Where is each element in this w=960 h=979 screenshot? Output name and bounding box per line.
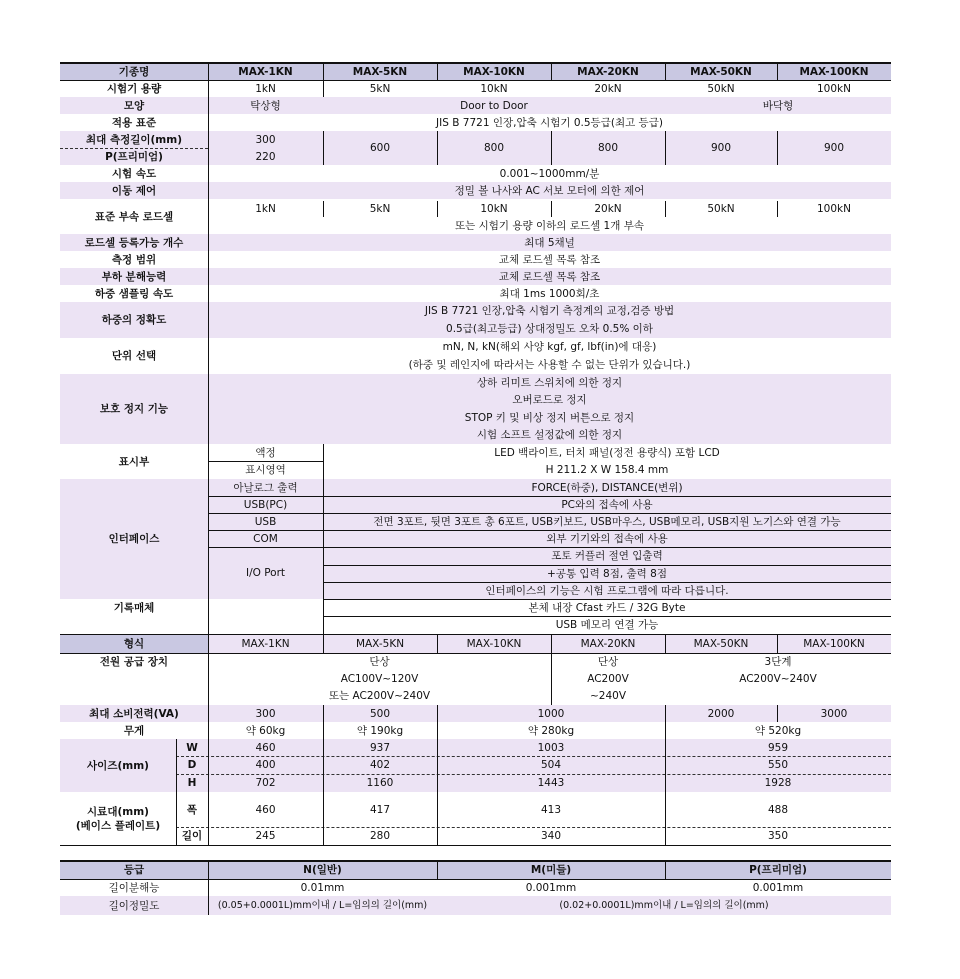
size-h-10-20kn: 1443 xyxy=(437,774,665,792)
grade-accuracy-n: (0.05+0.0001L)mm이내 / L=임의의 길이(mm) xyxy=(208,896,437,915)
header-max-100kn: MAX-100KN xyxy=(777,63,891,80)
rule xyxy=(208,547,891,548)
standard-label: 적용 표준 xyxy=(111,116,157,129)
loadcell-count-label: 로드셀 등록가능 개수 xyxy=(60,234,208,251)
capacity-50: 50kN xyxy=(707,82,735,95)
capacity-5: 5kN xyxy=(369,82,391,95)
grade-header-p: P(프리미엄) xyxy=(665,861,891,879)
size-label: 사이즈(mm) xyxy=(60,739,176,792)
rule xyxy=(60,879,891,880)
weight-5kn: 약 190kg xyxy=(356,724,404,737)
rule xyxy=(60,653,891,654)
consumption-10-20kn: 1000 xyxy=(437,705,665,722)
power-header-5kn: MAX-5KN xyxy=(323,635,437,653)
base-label-line-1: 시료대(mm) xyxy=(87,805,149,818)
vrule xyxy=(323,705,324,845)
max-length-100kn: 900 xyxy=(777,131,891,165)
weight-50-100kn: 약 520kg xyxy=(754,724,802,737)
base-width-1kn: 460 xyxy=(255,803,276,816)
shape-door-to-door: Door to Door xyxy=(323,97,665,114)
consumption-1kn: 300 xyxy=(208,705,323,722)
power-header-20kn: MAX-20KN xyxy=(551,635,665,653)
vrule xyxy=(551,131,552,165)
dash-rule xyxy=(176,827,891,828)
base-length-5kn: 280 xyxy=(369,830,391,842)
rule xyxy=(323,616,891,617)
capacity-100: 100kN xyxy=(817,82,851,95)
power-header-100kn: MAX-100KN xyxy=(777,635,891,653)
supply-c1: 3단계 xyxy=(764,655,792,668)
capacity-20: 20kN xyxy=(594,82,622,95)
size-w-50-100kn: 959 xyxy=(665,739,891,756)
base-label xyxy=(60,792,176,845)
size-d-50-100kn: 550 xyxy=(665,756,891,774)
power-header-label: 형식 xyxy=(60,635,208,653)
grade-accuracy-label: 길이정밀도 xyxy=(60,896,208,915)
loadcell-50: 50kN xyxy=(707,203,735,215)
vrule xyxy=(551,634,552,705)
interface-analog-label: 아날로그 출력 xyxy=(208,479,323,496)
interface-io-value-1: 포토 커플러 절연 입출력 xyxy=(323,547,891,565)
interface-io-value-2: +공통 입력 8점, 출력 8점 xyxy=(323,565,891,582)
protection-line: 상하 리미트 스위치에 의한 정지 xyxy=(208,374,891,392)
consumption-100kn: 3000 xyxy=(777,705,891,722)
vrule xyxy=(665,201,666,217)
vrule xyxy=(208,634,209,845)
power-header-1kn: MAX-1KN xyxy=(208,635,323,653)
max-length-label: 최대 측정길이(mm) xyxy=(60,131,208,148)
dash-rule xyxy=(176,756,891,757)
resolution-value: 교체 로드셀 목록 참조 xyxy=(208,268,891,285)
vrule xyxy=(551,62,552,80)
display-lcd-value: LED 백라이트, 터치 패널(정전 용량식) 포함 LCD xyxy=(494,446,720,459)
loadcell-label: 표준 부속 로드셀 xyxy=(94,210,174,223)
grade-resolution-n: 0.01mm xyxy=(300,881,345,894)
display-label: 표시부 xyxy=(118,455,150,468)
vrule xyxy=(665,860,666,879)
vrule xyxy=(777,131,778,165)
shape-label: 모양 xyxy=(60,97,208,114)
grade-resolution-label: 길이분해능 xyxy=(108,881,160,894)
accuracy-label: 하중의 정확도 xyxy=(60,302,208,338)
vrule xyxy=(208,860,209,915)
interface-note: 인터페이스의 기능은 시험 프로그램에 따라 다릅니다. xyxy=(323,582,891,599)
supply-a3: 또는 AC200V~240V xyxy=(328,690,431,702)
protection-label: 보호 정지 기능 xyxy=(60,374,208,444)
power-header-10kn: MAX-10KN xyxy=(437,635,551,653)
vrule xyxy=(208,62,209,645)
interface-io-label: I/O Port xyxy=(208,547,323,599)
accuracy-line-2: 0.5급(최고등급) 상대정밀도 오차 0.5% 이하 xyxy=(208,320,891,338)
protection-line: STOP 키 및 비상 정지 버튼으로 정지 xyxy=(208,409,891,427)
interface-usb-label: USB xyxy=(208,513,323,530)
capacity-10: 10kN xyxy=(480,82,508,95)
supply-c2: AC200V~240V xyxy=(739,672,817,685)
vrule xyxy=(551,201,552,217)
grade-header-m: M(미들) xyxy=(437,861,665,879)
units-line-2: (하중 및 레인지에 따라서는 사용할 수 없는 단위가 있습니다.) xyxy=(408,359,691,371)
base-width-5kn: 417 xyxy=(369,803,391,816)
grade-accuracy-mp: (0.02+0.0001L)mm이내 / L=임의의 길이(mm) xyxy=(437,896,891,915)
vrule xyxy=(176,739,177,845)
media-value-1: 본체 내장 Cfast 카드 / 32G Byte xyxy=(528,601,686,614)
interface-label: 인터페이스 xyxy=(60,479,208,599)
grade-resolution-m: 0.001mm xyxy=(525,881,577,894)
rule xyxy=(323,599,891,600)
media-value-2: USB 메모리 연결 가능 xyxy=(555,619,659,631)
base-length-50-100kn: 350 xyxy=(767,830,789,842)
loadcell-20: 20kN xyxy=(594,203,622,215)
vrule xyxy=(437,201,438,217)
header-max-10kn: MAX-10KN xyxy=(437,63,551,80)
base-width-50-100kn: 488 xyxy=(767,803,789,816)
vrule xyxy=(323,201,324,217)
size-h-1kn: 702 xyxy=(208,774,323,792)
size-h-5kn: 1160 xyxy=(323,774,437,792)
speed-value: 0.001~1000mm/분 xyxy=(499,167,600,180)
header-max-20kn: MAX-20KN xyxy=(551,63,665,80)
resolution-label: 부하 분해능력 xyxy=(60,268,208,285)
size-w-5kn: 937 xyxy=(323,739,437,756)
rule xyxy=(323,565,891,566)
consumption-label: 최대 소비전력(VA) xyxy=(60,705,208,722)
rule-top xyxy=(60,62,891,64)
header-max-5kn: MAX-5KN xyxy=(323,63,437,80)
supply-a2: AC100V~120V xyxy=(340,672,419,685)
sampling-value: 최대 1ms 1000회/초 xyxy=(499,287,600,300)
units-label: 단위 선택 xyxy=(111,350,157,362)
loadcell-1: 1kN xyxy=(255,203,276,215)
dash-rule xyxy=(60,148,208,149)
vrule xyxy=(437,634,438,653)
rule-bottom xyxy=(60,845,891,847)
size-h-50-100kn: 1928 xyxy=(665,774,891,792)
max-length-50kn: 900 xyxy=(665,131,777,165)
supply-b3: ~240V xyxy=(589,690,627,702)
protection-line: 시험 소프트 설정값에 의한 정지 xyxy=(208,427,891,445)
interface-usbpc-label: USB(PC) xyxy=(208,496,323,513)
base-length-10-20kn: 340 xyxy=(540,830,562,842)
vrule xyxy=(437,705,438,845)
size-w-10-20kn: 1003 xyxy=(437,739,665,756)
size-w-key: W xyxy=(176,739,208,756)
range-label: 측정 범위 xyxy=(111,253,157,266)
size-d-1kn: 400 xyxy=(208,756,323,774)
grade-header-n: N(일반) xyxy=(208,861,437,879)
grade-resolution-p: 0.001mm xyxy=(752,881,804,894)
loadcell-note: 또는 시험기 용량 이하의 로드셀 1개 부속 xyxy=(455,219,644,232)
shape-floor: 바닥형 xyxy=(665,97,891,114)
accuracy-line-1: JIS B 7721 인장,압축 시험기 측정계의 교정,검증 방법 xyxy=(208,302,891,320)
media-label: 기록매체 xyxy=(113,601,155,614)
sampling-label: 하중 샘플링 속도 xyxy=(94,287,174,300)
size-w-1kn: 460 xyxy=(208,739,323,756)
capacity-label: 시험기 용량 xyxy=(106,82,162,95)
supply-label: 전원 공급 장치 xyxy=(99,655,169,668)
header-max-1kn: MAX-1KN xyxy=(208,63,323,80)
rule xyxy=(208,496,891,497)
premium-label: P(프리미엄) xyxy=(60,148,208,165)
vrule xyxy=(323,131,324,165)
max-length-1kn-premium: 220 xyxy=(208,148,323,165)
supply-a1: 단상 xyxy=(369,655,390,668)
weight-1kn: 약 60kg xyxy=(245,724,286,737)
rule xyxy=(60,80,891,81)
weight-10-20kn: 약 280kg xyxy=(527,724,575,737)
rule xyxy=(323,582,891,583)
weight-label: 무게 xyxy=(123,724,145,737)
rule xyxy=(208,461,323,462)
vrule xyxy=(665,705,666,845)
interface-usb-value: 전면 3포트, 뒷면 3포트 총 6포트, USB키보드, USB마우스, USB메모리, USB지원 노기스와 연결 가능 xyxy=(323,513,891,530)
size-h-key: H xyxy=(176,774,208,792)
display-area-label: 표시영역 xyxy=(245,464,286,476)
vrule xyxy=(665,131,666,165)
units-line-1: mN, N, kN(해외 사양 kgf, gf, lbf(in)에 대응) xyxy=(442,341,657,353)
supply-b2: AC200V xyxy=(587,672,629,685)
vrule xyxy=(323,444,324,634)
speed-label: 시험 속도 xyxy=(111,167,157,180)
vrule xyxy=(437,131,438,165)
loadcell-100: 100kN xyxy=(817,203,851,215)
vrule xyxy=(437,860,438,879)
grade-header-label: 등급 xyxy=(60,861,208,879)
display-area-value: H 211.2 X W 158.4 mm xyxy=(545,464,669,476)
motion-label: 이동 제어 xyxy=(60,182,208,199)
vrule xyxy=(323,62,324,97)
display-lcd-label: 액정 xyxy=(255,446,276,459)
dash-rule xyxy=(176,774,891,775)
rule xyxy=(208,513,891,514)
vrule xyxy=(665,62,666,80)
max-length-1kn: 300 xyxy=(208,131,323,148)
vrule xyxy=(665,634,666,653)
standard-value: JIS B 7721 인장,압축 시험기 0.5등급(최고 등급) xyxy=(436,116,663,129)
vrule xyxy=(777,705,778,722)
size-d-5kn: 402 xyxy=(323,756,437,774)
size-d-key: D xyxy=(176,756,208,774)
interface-com-label: COM xyxy=(208,530,323,547)
consumption-50kn: 2000 xyxy=(665,705,777,722)
size-d-10-20kn: 504 xyxy=(437,756,665,774)
max-length-20kn: 800 xyxy=(551,131,665,165)
base-length-1kn: 245 xyxy=(255,830,276,842)
max-length-5kn: 600 xyxy=(323,131,437,165)
interface-usbpc-value: PC와의 접속에 사용 xyxy=(323,496,891,513)
capacity-1: 1kN xyxy=(255,82,276,95)
max-length-10kn: 800 xyxy=(437,131,551,165)
base-width-10-20kn: 413 xyxy=(540,803,562,816)
loadcell-5: 5kN xyxy=(369,203,391,215)
supply-b1: 단상 xyxy=(597,655,619,668)
motion-value: 정밀 볼 나사와 AC 서보 모터에 의한 제어 xyxy=(208,182,891,199)
base-label-line-2: (베이스 플레이트) xyxy=(75,819,161,832)
shape-tabletop: 탁상형 xyxy=(208,97,323,114)
loadcell-10: 10kN xyxy=(480,203,508,215)
protection-line: 오버로드로 정지 xyxy=(208,392,891,410)
header-model-label: 기종명 xyxy=(60,63,208,80)
rule xyxy=(208,530,891,531)
consumption-5kn: 500 xyxy=(323,705,437,722)
range-value: 교체 로드셀 목록 참조 xyxy=(498,253,601,266)
vrule xyxy=(777,201,778,217)
base-length-key: 길이 xyxy=(181,830,203,842)
rule-grade-top xyxy=(60,860,891,862)
vrule xyxy=(777,634,778,653)
vrule xyxy=(777,62,778,80)
interface-com-value: 외부 기기와의 접속에 사용 xyxy=(323,530,891,547)
header-max-50kn: MAX-50KN xyxy=(665,63,777,80)
power-header-50kn: MAX-50KN xyxy=(665,635,777,653)
vrule xyxy=(437,62,438,80)
rule-mid xyxy=(60,634,891,636)
base-width-key: 폭 xyxy=(186,803,198,816)
vrule xyxy=(323,634,324,653)
loadcell-count-value: 최대 5채널 xyxy=(208,234,891,251)
interface-analog-value: FORCE(하중), DISTANCE(변위) xyxy=(323,479,891,496)
